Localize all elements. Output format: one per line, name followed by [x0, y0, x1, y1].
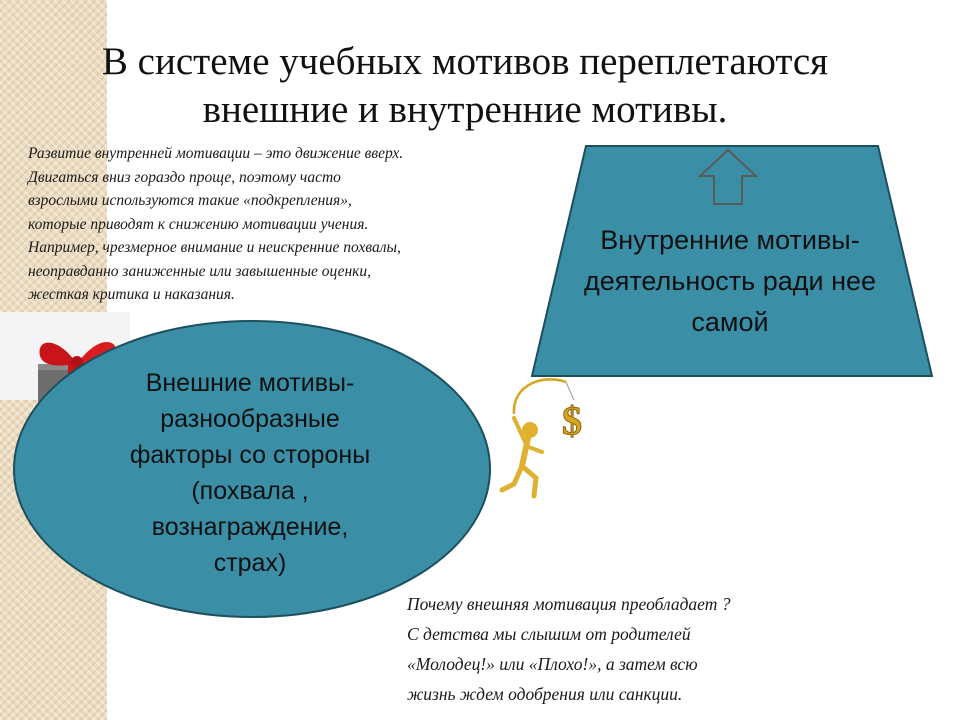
external-motives-line: факторы со стороны — [129, 441, 371, 469]
intro-line: Развитие внутренней мотивации – это движение вверх. — [28, 145, 404, 162]
question-line: С детства мы слышим от родителей — [407, 624, 691, 644]
dollar-sign: $ — [562, 398, 582, 443]
title-line-1: В системе учебных мотивов переплетаются — [101, 40, 829, 83]
internal-motives-text — [560, 220, 900, 343]
question-paragraph — [407, 589, 877, 709]
external-motives-line: (похвала , — [191, 477, 309, 505]
intro-line: взрослыми используются такие «подкрепления», — [28, 192, 352, 209]
external-motives-line: Внешние мотивы- — [145, 369, 355, 397]
external-motives-line: страх) — [213, 549, 287, 577]
external-motives-line: разнообразные — [160, 405, 340, 433]
internal-motives-line: Внутренние мотивы- — [600, 225, 860, 255]
slide-title — [40, 38, 890, 134]
intro-paragraph — [28, 142, 558, 307]
figure-chasing-dollar-icon — [484, 374, 594, 504]
intro-line: неоправданно заниженные или завышенные оценки, — [28, 262, 372, 280]
question-line: «Молодец!» или «Плохо!», а затем всю — [407, 654, 698, 674]
internal-motives-line: деятельность ради нее — [583, 266, 877, 296]
intro-line: жесткая критика и наказания. — [28, 286, 235, 303]
external-motives-text — [105, 365, 395, 581]
intro-line: Например, чрезмерное внимание и неискренние похвалы, — [28, 239, 401, 256]
external-motives-line: вознаграждение, — [151, 513, 349, 541]
intro-line: Двигаться вниз гораздо проще, поэтому часто — [28, 168, 341, 186]
question-line: жизнь ждем одобрения или санкции. — [407, 684, 683, 704]
internal-motives-line: самой — [691, 307, 769, 337]
intro-line: которые приводят к снижению мотивации учения. — [28, 215, 369, 233]
question-line: Почему внешняя мотивация преобладает ? — [407, 594, 731, 614]
title-line-2: внешние и внутренние мотивы. — [202, 88, 728, 131]
